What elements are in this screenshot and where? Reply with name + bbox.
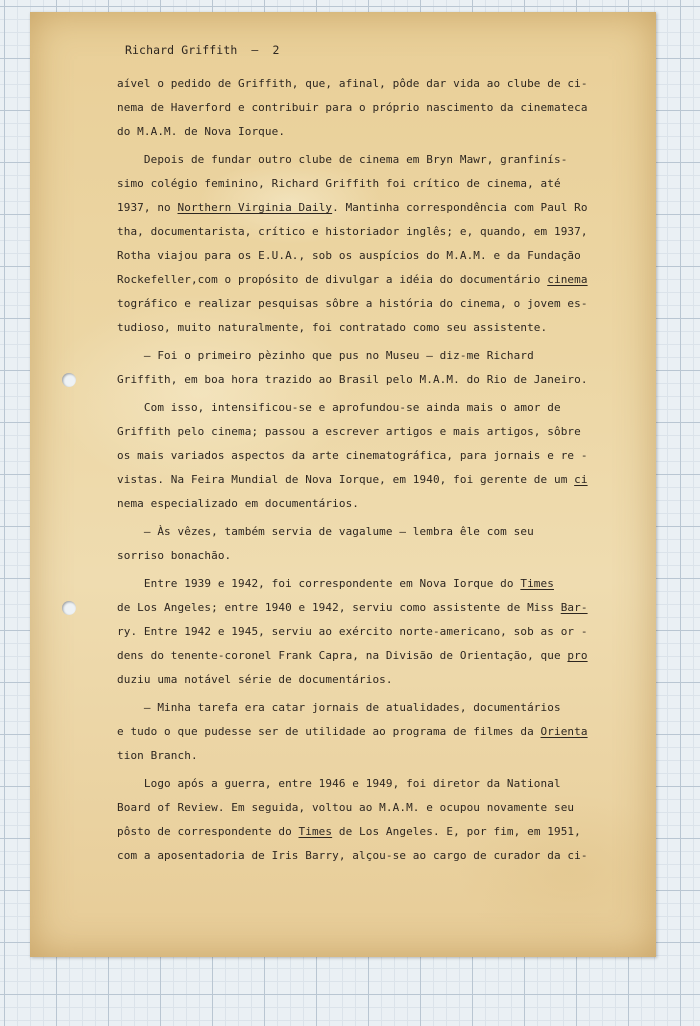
- typewritten-page: [30, 12, 656, 957]
- text-line: — Foi o primeiro pèzinho que pus no Museu — diz-me Richard: [117, 349, 534, 362]
- text-line: pôsto de correspondente do Times de Los Angeles. E, por fim, em 1951,: [117, 825, 581, 838]
- text-line: Com isso, intensificou-se e aprofundou-se ainda mais o amor de: [117, 401, 561, 414]
- text-line: do M.A.M. de Nova Iorque.: [117, 125, 286, 138]
- newspaper-title: Times: [520, 577, 554, 590]
- text-line: 1937, no Northern Virginia Daily. Mantinha correspondência com Paul Ro: [117, 201, 588, 214]
- newspaper-title: Times: [298, 825, 333, 838]
- text-line: — Minha tarefa era catar jornais de atualidades, documentários: [117, 701, 561, 714]
- text-line: sorriso bonachão.: [117, 549, 232, 562]
- text-line: aível o pedido de Griffith, que, afinal, pôde dar vida ao clube de ci-: [117, 77, 588, 90]
- text-line: Rockefeller,com o propósito de divulgar a idéia do documentário cinema: [117, 273, 588, 286]
- text-line: duziu uma notável série de documentários.: [117, 673, 393, 686]
- text-line: Griffith, em boa hora trazido ao Brasil pelo M.A.M. do Rio de Janeiro.: [117, 373, 588, 386]
- text-line: e tudo o que pudesse ser de utilidade ao programa de filmes da Orienta: [117, 725, 588, 738]
- text-line: Rotha viajou para os E.U.A., sob os auspícios do M.A.M. e da Fundação: [117, 249, 581, 262]
- text-line: Logo após a guerra, entre 1946 e 1949, foi diretor da National: [117, 777, 561, 790]
- text-line: vistas. Na Feira Mundial de Nova Iorque, em 1940, foi gerente de um ci: [117, 473, 588, 486]
- text-line: tion Branch.: [117, 749, 198, 762]
- text-line: Entre 1939 e 1942, foi correspondente em Nova Iorque do Times: [117, 577, 554, 590]
- text-line: simo colégio feminino, Richard Griffith foi crítico de cinema, até: [117, 177, 561, 190]
- text-line: nema de Haverford e contribuir para o próprio nascimento da cinemateca: [117, 101, 588, 114]
- text-line: Board of Review. Em seguida, voltou ao M.A.M. e ocupou novamente seu: [117, 801, 575, 814]
- text-line: — Às vêzes, também servia de vagalume — lembra êle com seu: [117, 525, 534, 538]
- newspaper-title: Northern Virginia Daily: [177, 201, 333, 214]
- text-line: nema especializado em documentários.: [117, 497, 360, 510]
- text-line: ry. Entre 1942 e 1945, serviu ao exército norte-americano, sob as or -: [117, 625, 588, 638]
- text-line: tográfico e realizar pesquisas sôbre a história do cinema, o jovem es-: [117, 297, 588, 310]
- text-line: Griffith pelo cinema; passou a escrever artigos e mais artigos, sôbre: [117, 425, 581, 438]
- text-line: de Los Angeles; entre 1940 e 1942, serviu como assistente de Miss Bar-: [117, 601, 588, 614]
- punch-hole-top: [62, 373, 76, 387]
- page-header: Richard Griffith — 2: [125, 43, 280, 57]
- text-line: Depois de fundar outro clube de cinema em Bryn Mawr, granfinís-: [117, 153, 568, 166]
- text-line: tha, documentarista, crítico e historiador inglês; e, quando, em 1937,: [117, 225, 588, 238]
- text-line: com a aposentadoria de Iris Barry, alçou-se ao cargo de curador da ci-: [117, 849, 588, 862]
- text-line: dens do tenente-coronel Frank Capra, na Divisão de Orientação, que pro: [117, 649, 588, 662]
- text-line: tudioso, muito naturalmente, foi contratado como seu assistente.: [117, 321, 548, 334]
- punch-hole-bottom: [62, 601, 76, 615]
- text-line: os mais variados aspectos da arte cinematográfica, para jornais e re -: [117, 449, 588, 462]
